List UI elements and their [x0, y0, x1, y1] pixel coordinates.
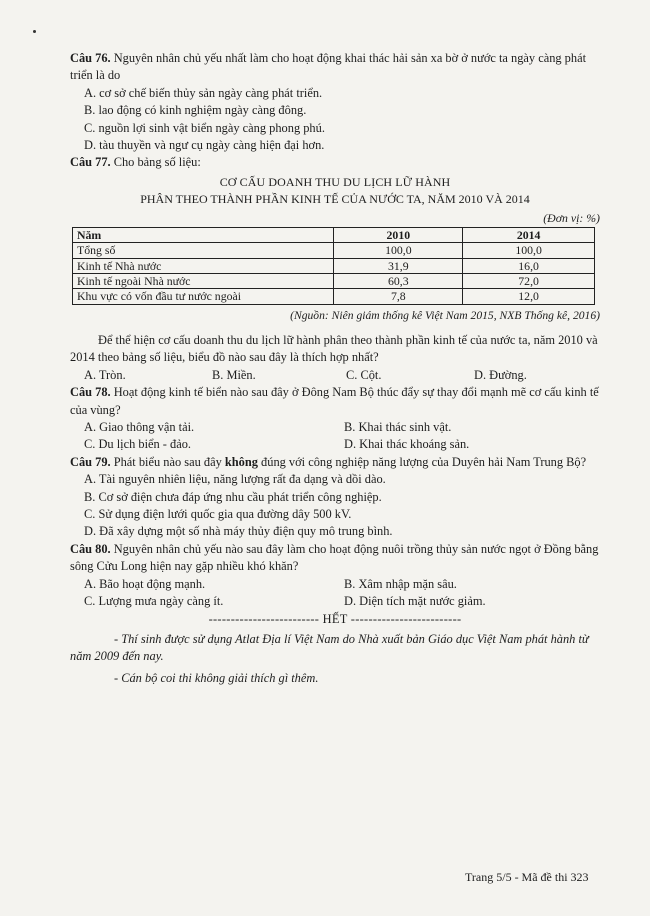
note-proctor: - Cán bộ coi thi không giải thích gì thêm. [114, 670, 319, 685]
question-79-option-b: B. Cơ sở điện chưa đáp ứng nhu cầu phát triển công nghiệp. [84, 489, 382, 504]
question-78-option-d: D. Khai thác khoáng sản. [344, 437, 470, 452]
table-row [73, 243, 595, 258]
question-77-option-a: A. Tròn. [84, 367, 126, 382]
question-77-option-b: B. Miền. [212, 367, 256, 382]
question-80-options-row-1 [70, 576, 600, 593]
table-cell: 100,0 [463, 243, 595, 258]
question-80-options-row-2 [70, 593, 600, 610]
question-76-option-d: D. tàu thuyền và ngư cụ ngày càng hiện đại hơn. [84, 138, 325, 153]
question-76-text: Nguyên nhân chủ yếu nhất làm cho hoạt động khai thác hải sản xa bờ ở nước ta ngày càng phát triển là do [70, 51, 587, 83]
question-79-emphasis: không [224, 454, 258, 469]
question-79-option-d: D. Đã xây dựng một số nhà máy thủy điện quy mô trung bình. [84, 524, 393, 539]
question-80 [70, 541, 600, 611]
question-80-option-d: D. Diện tích mặt nước giảm. [344, 594, 486, 609]
table-cell: Khu vực có vốn đầu tư nước ngoài [73, 289, 334, 304]
table-cell: 72,0 [463, 273, 595, 288]
table-cell: 60,3 [334, 273, 463, 288]
question-80-option-b: B. Xâm nhập mặn sâu. [344, 576, 457, 591]
table-cell: Tổng số [73, 243, 334, 258]
table-title-line-1: CƠ CẤU DOANH THU DU LỊCH LỮ HÀNH [219, 174, 451, 189]
question-77-stem [70, 154, 600, 171]
question-78-label: Câu 78. [70, 385, 111, 400]
question-78-option-c: C. Du lịch biển - đảo. [84, 437, 192, 452]
question-79-stem [70, 454, 600, 471]
question-80-text: Nguyên nhân chủ yếu nào sau đây làm cho hoạt động nuôi trồng thủy sản nước ngọt ở Đồng bằng sông Cửu Long hiện nay gặp nhiều khó khăn? [70, 541, 599, 574]
table-cell: 31,9 [334, 258, 463, 273]
question-76-option-b: B. lao động có kinh nghiệm ngày càng đông. [84, 103, 307, 118]
page-content [70, 50, 600, 687]
table-header-row [73, 228, 595, 243]
question-80-label: Câu 80. [70, 541, 111, 556]
question-76 [70, 50, 600, 154]
question-78 [70, 384, 600, 454]
question-78-option-b: B. Khai thác sinh vật. [344, 419, 452, 434]
table-cell: 7,8 [334, 289, 463, 304]
end-marker: ------------------------- HẾT ------------------------- [208, 612, 462, 627]
question-78-stem [70, 384, 600, 419]
table-header-2010: 2010 [334, 228, 463, 243]
question-78-options-row-1 [70, 419, 600, 436]
table-cell: Kinh tế Nhà nước [73, 258, 334, 273]
question-78-text: Hoạt động kinh tế biển nào sau đây ở Đông Nam Bộ thúc đẩy sự thay đổi mạnh mẽ cơ cấu kinh tế của vùng? [70, 385, 599, 417]
data-table [72, 227, 595, 304]
page-footer: Trang 5/5 - Mã đề thi 323 [465, 870, 589, 884]
question-79-label: Câu 79. [70, 454, 111, 469]
question-78-options-row-2 [70, 436, 600, 453]
table-row [73, 273, 595, 288]
question-80-stem [70, 541, 600, 576]
table-cell: Kinh tế ngoài Nhà nước [73, 273, 334, 288]
scan-speck [33, 30, 36, 33]
question-77-question: Để thể hiện cơ cấu doanh thu du lịch lữ hành phân theo thành phần kinh tế của nước ta, năm 2010 và 2014 theo bảng số liệu, biểu đồ nào sau đây là thích hợp nhất? [70, 332, 598, 365]
table-header-2014: 2014 [463, 228, 595, 243]
table-cell: 16,0 [463, 258, 595, 273]
question-79-option-c: C. Sử dụng điện lưới quốc gia qua đường dây 500 kV. [84, 507, 352, 522]
question-79 [70, 454, 600, 541]
table-row [73, 258, 595, 273]
question-77 [70, 154, 600, 384]
question-77-option-c: C. Cột. [346, 367, 382, 382]
table-cell: 100,0 [334, 243, 463, 258]
question-79-text-after: đúng với công nghiệp năng lượng của Duyên hải Nam Trung Bộ? [257, 454, 587, 469]
question-76-label: Câu 76. [70, 51, 111, 65]
question-76-option-a: A. cơ sở chế biến thủy sản ngày càng phát triển. [84, 85, 323, 100]
table-header-year: Năm [73, 228, 334, 243]
table-unit: (Đơn vị: %) [543, 210, 600, 225]
question-80-option-c: C. Lượng mưa ngày càng ít. [84, 594, 224, 609]
question-76-stem [70, 50, 600, 85]
table-row [73, 289, 595, 304]
question-79-text-before: Phát biểu nào sau đây [110, 454, 225, 469]
question-76-option-c: C. nguồn lợi sinh vật biển ngày càng phong phú. [84, 120, 325, 135]
table-title-line-2: PHÂN THEO THÀNH PHẦN KINH TẾ CỦA NƯỚC TA, NĂM 2010 VÀ 2014 [140, 192, 530, 207]
question-79-option-a: A. Tài nguyên nhiên liệu, năng lượng rất đa dạng và dồi dào. [84, 472, 386, 487]
note-atlas: - Thí sinh được sử dụng Atlat Địa lí Việt Nam do Nhà xuất bản Giáo dục Việt Nam phát hành từ năm 2009 đến nay. [70, 631, 589, 664]
table-source: (Nguồn: Niên giám thống kê Việt Nam 2015, NXB Thống kê, 2016) [290, 308, 600, 322]
question-77-options [70, 367, 600, 384]
question-77-option-d: D. Đường. [474, 367, 527, 382]
table-cell: 12,0 [463, 289, 595, 304]
question-80-option-a: A. Bão hoạt động mạnh. [84, 576, 206, 591]
question-77-label: Câu 77. [70, 155, 111, 170]
question-77-text: Cho bảng số liệu: [110, 155, 201, 170]
question-78-option-a: A. Giao thông vận tải. [84, 419, 195, 434]
